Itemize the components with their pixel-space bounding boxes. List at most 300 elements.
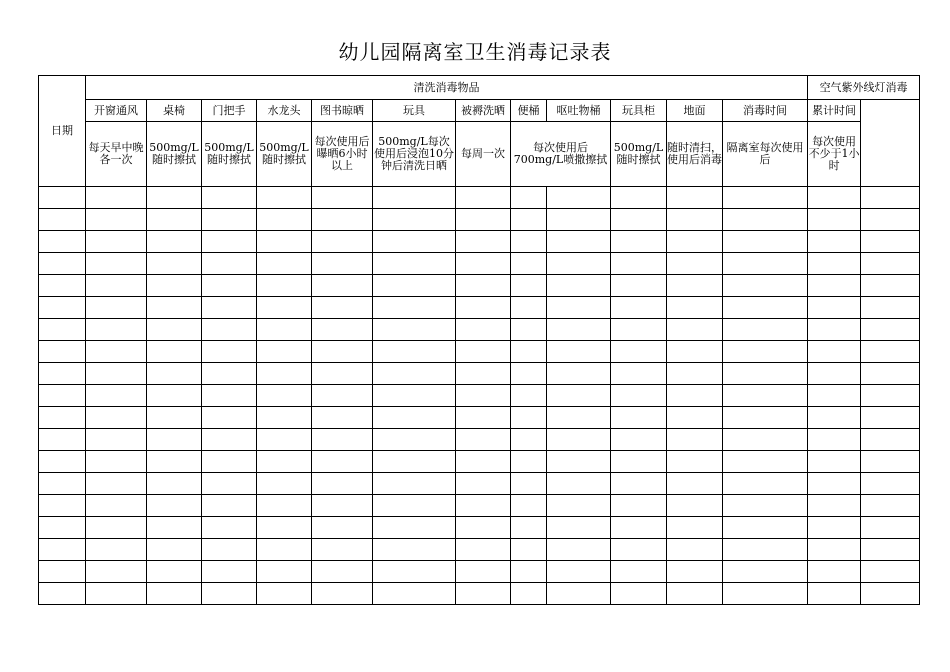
- record-cell[interactable]: [147, 561, 202, 583]
- record-cell[interactable]: [257, 253, 312, 275]
- record-cell[interactable]: [257, 231, 312, 253]
- record-cell[interactable]: [861, 583, 920, 605]
- record-cell[interactable]: [312, 451, 373, 473]
- record-cell[interactable]: [611, 407, 667, 429]
- record-cell[interactable]: [373, 583, 456, 605]
- record-cell[interactable]: [808, 517, 861, 539]
- record-cell[interactable]: [86, 451, 147, 473]
- record-cell[interactable]: [667, 539, 723, 561]
- record-cell[interactable]: [257, 539, 312, 561]
- record-cell[interactable]: [257, 583, 312, 605]
- record-cell[interactable]: [257, 187, 312, 209]
- record-cell[interactable]: [861, 275, 920, 297]
- record-cell[interactable]: [312, 297, 373, 319]
- col-door-handles: 门把手: [202, 100, 257, 122]
- record-cell[interactable]: [511, 297, 547, 319]
- record-cell[interactable]: [611, 561, 667, 583]
- record-cell[interactable]: [39, 473, 86, 495]
- record-cell[interactable]: [257, 495, 312, 517]
- record-cell[interactable]: [808, 319, 861, 341]
- record-cell[interactable]: [723, 385, 808, 407]
- record-cell[interactable]: [723, 341, 808, 363]
- uv-group-header: 空气紫外线灯消毒: [808, 76, 920, 100]
- record-cell[interactable]: [511, 495, 547, 517]
- record-cell[interactable]: [667, 209, 723, 231]
- record-cell[interactable]: [312, 275, 373, 297]
- desc-toys: 500mg/L每次使用后浸泡10分钟后清洗日晒: [373, 122, 456, 187]
- record-cell[interactable]: [808, 209, 861, 231]
- record-cell[interactable]: [667, 187, 723, 209]
- record-cell[interactable]: [456, 209, 511, 231]
- record-cell[interactable]: [312, 385, 373, 407]
- record-cell[interactable]: [39, 407, 86, 429]
- record-cell[interactable]: [257, 319, 312, 341]
- record-cell[interactable]: [147, 319, 202, 341]
- record-cell[interactable]: [611, 473, 667, 495]
- record-cell[interactable]: [39, 297, 86, 319]
- record-cell[interactable]: [202, 231, 257, 253]
- record-cell[interactable]: [86, 363, 147, 385]
- record-cell[interactable]: [723, 363, 808, 385]
- record-cell[interactable]: [147, 275, 202, 297]
- record-cell[interactable]: [667, 495, 723, 517]
- record-cell[interactable]: [511, 253, 547, 275]
- record-cell[interactable]: [373, 341, 456, 363]
- record-cell[interactable]: [312, 209, 373, 231]
- record-cell[interactable]: [861, 187, 920, 209]
- record-cell[interactable]: [373, 561, 456, 583]
- record-cell[interactable]: [312, 187, 373, 209]
- record-cell[interactable]: [257, 407, 312, 429]
- record-cell[interactable]: [611, 319, 667, 341]
- record-cell[interactable]: [86, 407, 147, 429]
- record-cell[interactable]: [373, 539, 456, 561]
- record-cell[interactable]: [39, 539, 86, 561]
- record-cell[interactable]: [861, 209, 920, 231]
- record-cell[interactable]: [202, 561, 257, 583]
- record-cell[interactable]: [723, 209, 808, 231]
- record-cell[interactable]: [202, 451, 257, 473]
- record-cell[interactable]: [86, 209, 147, 231]
- record-cell[interactable]: [86, 253, 147, 275]
- record-cell[interactable]: [547, 253, 611, 275]
- record-cell[interactable]: [147, 473, 202, 495]
- record-cell[interactable]: [257, 341, 312, 363]
- record-cell[interactable]: [808, 583, 861, 605]
- record-cell[interactable]: [257, 275, 312, 297]
- record-cell[interactable]: [808, 407, 861, 429]
- record-cell[interactable]: [257, 561, 312, 583]
- desc-disinfect-time: 隔离室每次使用后: [723, 122, 808, 187]
- record-cell[interactable]: [511, 275, 547, 297]
- record-cell[interactable]: [611, 429, 667, 451]
- record-cell[interactable]: [147, 407, 202, 429]
- record-cell[interactable]: [257, 429, 312, 451]
- col-ventilation: 开窗通风: [86, 100, 147, 122]
- record-cell[interactable]: [723, 275, 808, 297]
- record-cell[interactable]: [456, 583, 511, 605]
- record-cell[interactable]: [86, 297, 147, 319]
- record-cell[interactable]: [547, 517, 611, 539]
- record-cell[interactable]: [257, 517, 312, 539]
- record-cell[interactable]: [202, 187, 257, 209]
- record-cell[interactable]: [511, 539, 547, 561]
- record-cell[interactable]: [611, 583, 667, 605]
- record-cell[interactable]: [373, 319, 456, 341]
- record-cell[interactable]: [373, 495, 456, 517]
- record-cell[interactable]: [723, 473, 808, 495]
- record-cell[interactable]: [723, 539, 808, 561]
- record-cell[interactable]: [861, 495, 920, 517]
- record-cell[interactable]: [667, 297, 723, 319]
- record-cell[interactable]: [723, 583, 808, 605]
- record-cell[interactable]: [456, 473, 511, 495]
- record-cell[interactable]: [39, 451, 86, 473]
- record-cell[interactable]: [861, 297, 920, 319]
- record-cell[interactable]: [808, 341, 861, 363]
- record-cell[interactable]: [611, 495, 667, 517]
- record-cell[interactable]: [511, 319, 547, 341]
- record-cell[interactable]: [312, 495, 373, 517]
- table-row: [39, 407, 920, 429]
- record-cell[interactable]: [147, 231, 202, 253]
- record-cell[interactable]: [147, 363, 202, 385]
- record-cell[interactable]: [202, 539, 257, 561]
- record-cell[interactable]: [723, 407, 808, 429]
- record-cell[interactable]: [312, 429, 373, 451]
- record-cell[interactable]: [723, 561, 808, 583]
- record-cell[interactable]: [39, 275, 86, 297]
- record-cell[interactable]: [86, 187, 147, 209]
- record-cell[interactable]: [723, 319, 808, 341]
- record-cell[interactable]: [86, 231, 147, 253]
- record-cell[interactable]: [861, 253, 920, 275]
- record-cell[interactable]: [86, 495, 147, 517]
- record-cell[interactable]: [723, 253, 808, 275]
- record-cell[interactable]: [611, 517, 667, 539]
- record-cell[interactable]: [257, 473, 312, 495]
- record-cell[interactable]: [202, 495, 257, 517]
- record-cell[interactable]: [373, 253, 456, 275]
- record-cell[interactable]: [547, 275, 611, 297]
- col-vomit-bucket: 呕吐物桶: [547, 100, 611, 122]
- record-cell[interactable]: [547, 341, 611, 363]
- record-cell[interactable]: [373, 297, 456, 319]
- record-cell[interactable]: [456, 341, 511, 363]
- record-cell[interactable]: [257, 297, 312, 319]
- record-cell[interactable]: [312, 253, 373, 275]
- record-cell[interactable]: [202, 385, 257, 407]
- record-cell[interactable]: [86, 517, 147, 539]
- record-cell[interactable]: [456, 407, 511, 429]
- record-cell[interactable]: [723, 517, 808, 539]
- record-cell[interactable]: [312, 583, 373, 605]
- desc-floor: 随时清扫，使用后消毒: [667, 122, 723, 187]
- record-cell[interactable]: [861, 363, 920, 385]
- record-cell[interactable]: [808, 231, 861, 253]
- record-cell[interactable]: [511, 407, 547, 429]
- record-cell[interactable]: [667, 429, 723, 451]
- record-cell[interactable]: [39, 495, 86, 517]
- record-cell[interactable]: [611, 253, 667, 275]
- record-cell[interactable]: [511, 231, 547, 253]
- record-cell[interactable]: [86, 341, 147, 363]
- record-cell[interactable]: [861, 539, 920, 561]
- record-cell[interactable]: [86, 385, 147, 407]
- record-cell[interactable]: [547, 451, 611, 473]
- record-cell[interactable]: [547, 209, 611, 231]
- record-cell[interactable]: [667, 275, 723, 297]
- record-cell[interactable]: [373, 451, 456, 473]
- record-cell[interactable]: [312, 473, 373, 495]
- record-cell[interactable]: [86, 319, 147, 341]
- record-cell[interactable]: [808, 187, 861, 209]
- record-cell[interactable]: [456, 561, 511, 583]
- record-cell[interactable]: [312, 231, 373, 253]
- record-cell[interactable]: [147, 429, 202, 451]
- record-cell[interactable]: [373, 429, 456, 451]
- record-cell[interactable]: [456, 517, 511, 539]
- record-cell[interactable]: [511, 583, 547, 605]
- record-cell[interactable]: [39, 319, 86, 341]
- record-cell[interactable]: [511, 429, 547, 451]
- record-cell[interactable]: [147, 341, 202, 363]
- record-cell[interactable]: [723, 187, 808, 209]
- record-cell[interactable]: [547, 187, 611, 209]
- record-cell[interactable]: [202, 209, 257, 231]
- record-cell[interactable]: [723, 429, 808, 451]
- record-cell[interactable]: [312, 363, 373, 385]
- record-cell[interactable]: [39, 561, 86, 583]
- record-cell[interactable]: [86, 583, 147, 605]
- record-cell[interactable]: [861, 561, 920, 583]
- desc-cumulative-time: 每次使用不少于1小时: [808, 122, 861, 187]
- record-cell[interactable]: [257, 209, 312, 231]
- record-cell[interactable]: [456, 539, 511, 561]
- record-cell[interactable]: [808, 561, 861, 583]
- record-cell[interactable]: [312, 319, 373, 341]
- record-cell[interactable]: [456, 385, 511, 407]
- record-cell[interactable]: [39, 253, 86, 275]
- record-cell[interactable]: [202, 407, 257, 429]
- record-cell[interactable]: [511, 363, 547, 385]
- record-cell[interactable]: [808, 275, 861, 297]
- record-cell[interactable]: [861, 385, 920, 407]
- record-cell[interactable]: [808, 539, 861, 561]
- record-cell[interactable]: [667, 253, 723, 275]
- table-row: [39, 473, 920, 495]
- record-cell[interactable]: [373, 363, 456, 385]
- record-cell[interactable]: [511, 451, 547, 473]
- record-cell[interactable]: [547, 495, 611, 517]
- record-cell[interactable]: [456, 297, 511, 319]
- record-cell[interactable]: [456, 319, 511, 341]
- record-cell[interactable]: [39, 517, 86, 539]
- record-cell[interactable]: [202, 517, 257, 539]
- record-cell[interactable]: [202, 319, 257, 341]
- record-cell[interactable]: [861, 341, 920, 363]
- record-cell[interactable]: [547, 429, 611, 451]
- record-cell[interactable]: [547, 407, 611, 429]
- record-cell[interactable]: [611, 275, 667, 297]
- record-cell[interactable]: [456, 451, 511, 473]
- record-cell[interactable]: [861, 231, 920, 253]
- record-cell[interactable]: [456, 363, 511, 385]
- record-cell[interactable]: [611, 341, 667, 363]
- record-cell[interactable]: [667, 341, 723, 363]
- record-cell[interactable]: [511, 385, 547, 407]
- record-cell[interactable]: [147, 297, 202, 319]
- record-cell[interactable]: [373, 209, 456, 231]
- record-cell[interactable]: [147, 495, 202, 517]
- record-cell[interactable]: [667, 363, 723, 385]
- record-cell[interactable]: [456, 429, 511, 451]
- record-cell[interactable]: [39, 209, 86, 231]
- record-cell[interactable]: [312, 407, 373, 429]
- record-cell[interactable]: [861, 473, 920, 495]
- record-cell[interactable]: [611, 363, 667, 385]
- record-cell[interactable]: [456, 253, 511, 275]
- record-cell[interactable]: [202, 341, 257, 363]
- record-cell[interactable]: [611, 539, 667, 561]
- record-cell[interactable]: [373, 517, 456, 539]
- record-cell[interactable]: [86, 473, 147, 495]
- record-cell[interactable]: [86, 275, 147, 297]
- record-cell[interactable]: [373, 231, 456, 253]
- record-cell[interactable]: [257, 363, 312, 385]
- record-cell[interactable]: [39, 187, 86, 209]
- record-cell[interactable]: [667, 561, 723, 583]
- record-cell[interactable]: [39, 385, 86, 407]
- record-cell[interactable]: [808, 363, 861, 385]
- record-cell[interactable]: [861, 319, 920, 341]
- record-cell[interactable]: [202, 583, 257, 605]
- record-cell[interactable]: [257, 385, 312, 407]
- record-cell[interactable]: [808, 473, 861, 495]
- record-cell[interactable]: [667, 231, 723, 253]
- record-cell[interactable]: [39, 583, 86, 605]
- record-cell[interactable]: [202, 429, 257, 451]
- record-cell[interactable]: [547, 297, 611, 319]
- record-cell[interactable]: [147, 187, 202, 209]
- record-cell[interactable]: [723, 495, 808, 517]
- record-cell[interactable]: [202, 297, 257, 319]
- record-cell[interactable]: [147, 583, 202, 605]
- record-cell[interactable]: [667, 473, 723, 495]
- record-cell[interactable]: [667, 319, 723, 341]
- record-cell[interactable]: [547, 539, 611, 561]
- record-cell[interactable]: [373, 407, 456, 429]
- record-cell[interactable]: [147, 253, 202, 275]
- record-cell[interactable]: [547, 473, 611, 495]
- record-cell[interactable]: [373, 187, 456, 209]
- record-cell[interactable]: [511, 187, 547, 209]
- record-cell[interactable]: [202, 363, 257, 385]
- record-cell[interactable]: [147, 209, 202, 231]
- record-cell[interactable]: [312, 539, 373, 561]
- record-cell[interactable]: [861, 451, 920, 473]
- col-toilet-bucket: 便桶: [511, 100, 547, 122]
- table-row: [39, 385, 920, 407]
- record-cell[interactable]: [39, 429, 86, 451]
- record-cell[interactable]: [547, 363, 611, 385]
- desc-toilet-vomit: 每次使用后700mg/L喷撒擦拭: [511, 122, 611, 187]
- record-cell[interactable]: [861, 517, 920, 539]
- record-cell[interactable]: [723, 451, 808, 473]
- record-cell[interactable]: [147, 451, 202, 473]
- record-cell[interactable]: [611, 209, 667, 231]
- record-cell[interactable]: [39, 341, 86, 363]
- table-row: [39, 319, 920, 341]
- record-cell[interactable]: [611, 385, 667, 407]
- record-cell[interactable]: [312, 341, 373, 363]
- record-cell[interactable]: [723, 231, 808, 253]
- record-cell[interactable]: [861, 407, 920, 429]
- record-cell[interactable]: [39, 363, 86, 385]
- record-cell[interactable]: [611, 451, 667, 473]
- record-cell[interactable]: [373, 385, 456, 407]
- record-cell[interactable]: [808, 495, 861, 517]
- record-cell[interactable]: [202, 253, 257, 275]
- record-cell[interactable]: [86, 561, 147, 583]
- record-cell[interactable]: [511, 517, 547, 539]
- record-cell[interactable]: [312, 561, 373, 583]
- record-cell[interactable]: [547, 385, 611, 407]
- record-cell[interactable]: [667, 385, 723, 407]
- record-cell[interactable]: [611, 297, 667, 319]
- record-cell[interactable]: [667, 451, 723, 473]
- record-cell[interactable]: [611, 187, 667, 209]
- record-cell[interactable]: [39, 231, 86, 253]
- record-cell[interactable]: [547, 231, 611, 253]
- record-cell[interactable]: [547, 319, 611, 341]
- record-cell[interactable]: [373, 275, 456, 297]
- record-cell[interactable]: [456, 495, 511, 517]
- record-cell[interactable]: [667, 583, 723, 605]
- record-cell[interactable]: [373, 473, 456, 495]
- record-cell[interactable]: [202, 473, 257, 495]
- record-cell[interactable]: [86, 429, 147, 451]
- record-cell[interactable]: [808, 297, 861, 319]
- record-cell[interactable]: [147, 385, 202, 407]
- record-cell[interactable]: [667, 407, 723, 429]
- record-cell[interactable]: [808, 451, 861, 473]
- record-cell[interactable]: [312, 517, 373, 539]
- record-cell[interactable]: [86, 539, 147, 561]
- record-cell[interactable]: [547, 583, 611, 605]
- record-cell[interactable]: [808, 253, 861, 275]
- record-cell[interactable]: [667, 517, 723, 539]
- record-cell[interactable]: [147, 517, 202, 539]
- table-row: [39, 209, 920, 231]
- record-cell[interactable]: [202, 275, 257, 297]
- record-cell[interactable]: [808, 385, 861, 407]
- record-cell[interactable]: [861, 429, 920, 451]
- record-cell[interactable]: [611, 231, 667, 253]
- record-cell[interactable]: [257, 451, 312, 473]
- record-cell[interactable]: [456, 231, 511, 253]
- record-cell[interactable]: [547, 561, 611, 583]
- record-cell[interactable]: [511, 561, 547, 583]
- record-cell[interactable]: [147, 539, 202, 561]
- record-cell[interactable]: [511, 209, 547, 231]
- record-cell[interactable]: [456, 275, 511, 297]
- record-cell[interactable]: [723, 297, 808, 319]
- record-cell[interactable]: [511, 473, 547, 495]
- record-cell[interactable]: [808, 429, 861, 451]
- record-cell[interactable]: [456, 187, 511, 209]
- record-cell[interactable]: [511, 341, 547, 363]
